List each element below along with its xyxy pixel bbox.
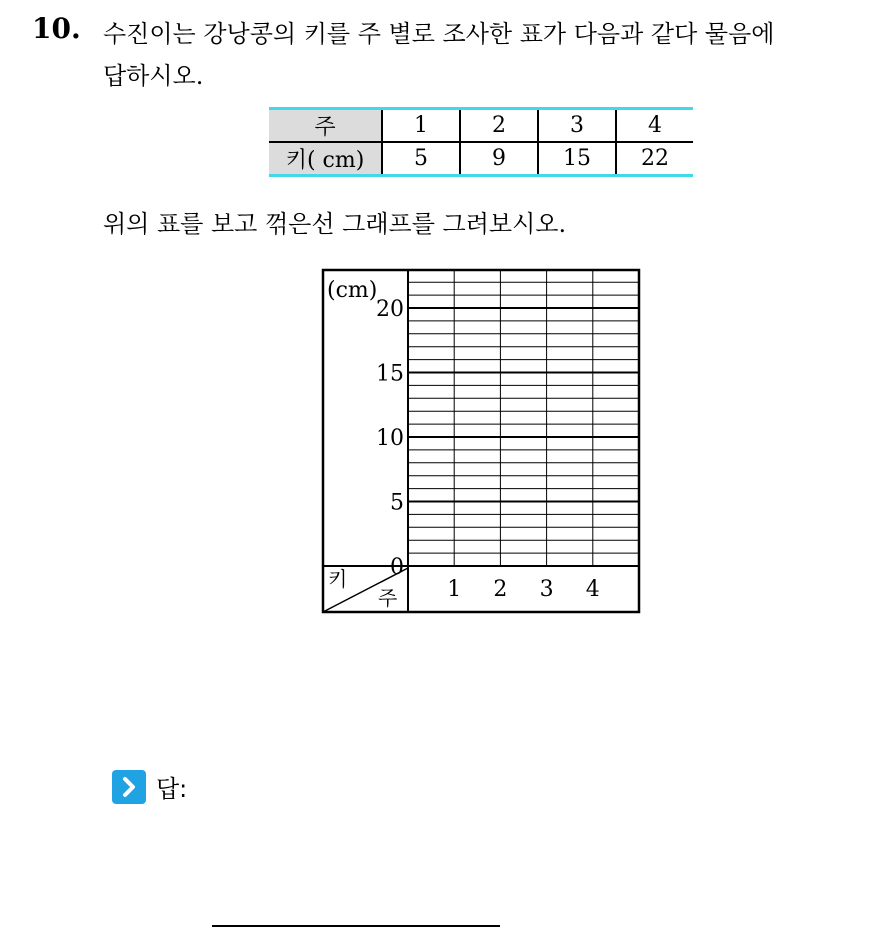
table-cell-height: 9 <box>460 142 538 176</box>
table-cell-week: 4 <box>616 109 693 143</box>
x-tick-label: 3 <box>539 577 554 602</box>
question-text-line1: 수진이는 강낭콩의 키를 주 별로 조사한 표가 다음과 같다 물음에 <box>103 20 775 48</box>
corner-label-week: 주 <box>378 586 398 610</box>
answer-label: 답: <box>156 775 188 803</box>
y-unit-label: (cm) <box>327 278 378 303</box>
table-cell-height: 22 <box>616 142 693 176</box>
question-number: 10. <box>32 12 81 45</box>
table-cell-height: 5 <box>382 142 460 176</box>
answer-row <box>112 769 187 804</box>
y-tick-label: 0 <box>390 555 404 580</box>
y-tick-label: 5 <box>390 490 404 516</box>
chevron-right-icon <box>112 770 146 804</box>
x-tick-label: 1 <box>447 577 462 602</box>
table-header-height: 키( cm) <box>269 142 382 176</box>
y-tick-label: 20 <box>376 297 404 322</box>
table-cell-week: 3 <box>538 109 616 143</box>
x-tick-labels <box>447 577 600 602</box>
y-tick-label: 10 <box>376 426 404 451</box>
instruction-text: 위의 표를 보고 꺾은선 그래프를 그려보시오. <box>103 210 567 238</box>
table-cell-height: 15 <box>538 142 616 176</box>
y-tick-label: 15 <box>376 361 404 387</box>
x-tick-label: 4 <box>585 577 600 602</box>
question-text-line2: 답하시오. <box>103 62 204 90</box>
corner-label-height: 키 <box>328 567 348 591</box>
y-tick-labels <box>376 297 404 580</box>
table-cell-week: 1 <box>382 109 460 143</box>
table-cell-week: 2 <box>460 109 538 143</box>
x-tick-label: 2 <box>493 577 508 602</box>
grid-lines <box>408 270 639 566</box>
table-header-week: 주 <box>269 109 382 143</box>
